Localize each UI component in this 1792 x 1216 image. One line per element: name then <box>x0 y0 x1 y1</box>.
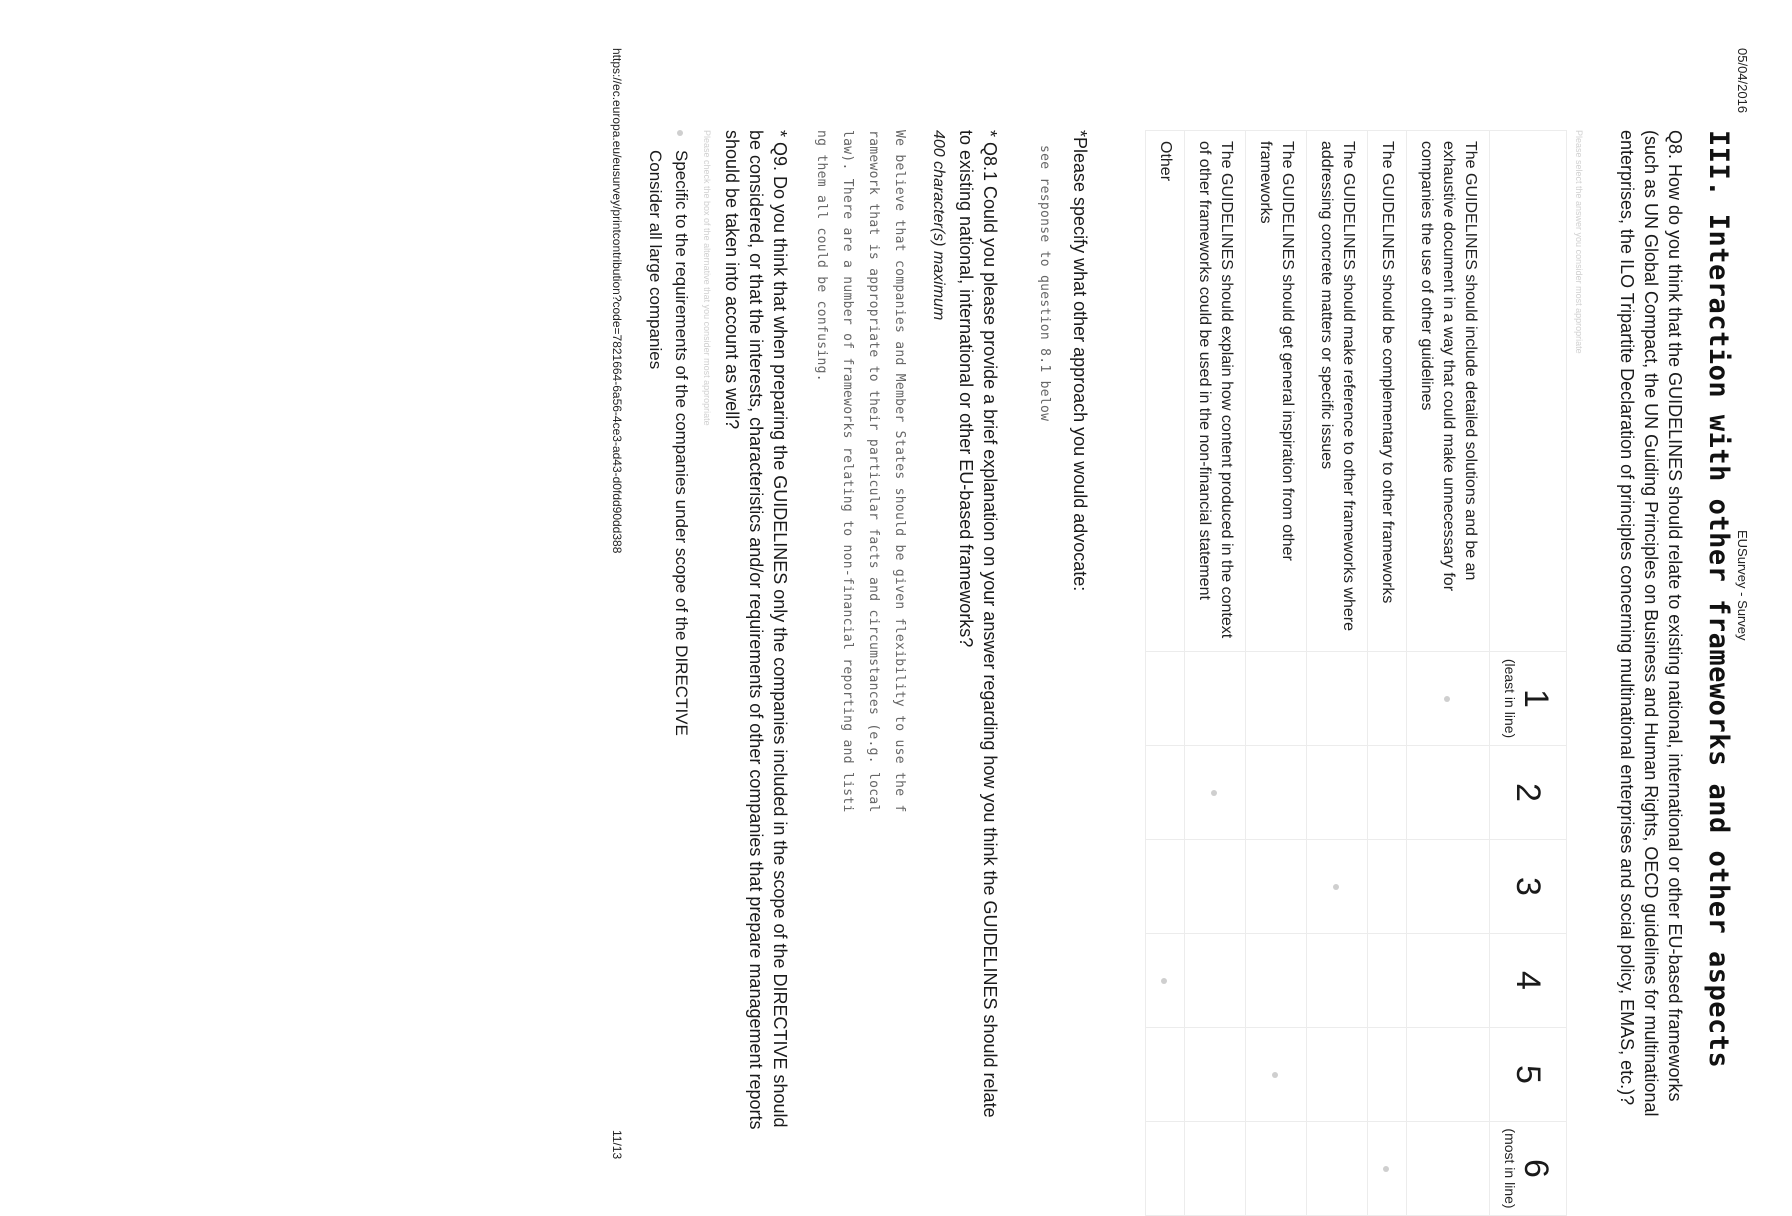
column-number: 3 <box>1509 877 1547 896</box>
rating-cell-2[interactable] <box>1246 746 1307 840</box>
matrix-row-label: The GUIDELINES should get general inspiration from other frameworks <box>1246 131 1307 652</box>
section-title: III. Interaction with other frameworks and other aspects <box>1703 130 1734 1069</box>
matrix-row-label: The GUIDELINES should be complementary to other frameworks <box>1368 131 1407 652</box>
matrix-row-label: The GUIDELINES should explain how content produced in the context of other frameworks could be used in the non-financial statement <box>1185 131 1246 652</box>
column-header-6 <box>1490 1122 1567 1216</box>
rating-cell-1[interactable] <box>1307 652 1368 746</box>
header-date: 05/04/2016 <box>1735 48 1750 114</box>
rating-cell-5[interactable] <box>1146 1028 1185 1122</box>
q9-question: * Q9. Do you think that when preparing the GUIDELINES only the companies included in the scope of the DIRECTIVE should be considered, or that the interests, characteristics and/or requirements of other companies that prepare management reports should be taken into account as well? <box>722 130 790 1130</box>
footer-page-number: 11/13 <box>610 1130 624 1160</box>
matrix-row <box>1185 131 1246 1216</box>
column-number: 5 <box>1509 1065 1547 1084</box>
radio-empty-icon[interactable] <box>651 130 657 136</box>
rating-cell-6[interactable] <box>1246 1122 1307 1216</box>
column-caption: (least in line) <box>1502 658 1518 739</box>
q8-question: Q8. How do you think that the GUIDELINES should relate to existing national, international or other EU-based frameworks (such as UN Global Compact, the UN Guiding Principles on Business and Human Rights, OECD guidelines for multinational enterprises, the ILO Tripartite Declaration of principles concerning multinational enterprises and social policy, EMAS, etc.)? <box>1617 130 1685 1117</box>
rating-cell-1[interactable] <box>1368 652 1407 746</box>
q9-hint: Please check the box of the alternative that you consider most appropriate <box>702 130 712 426</box>
rating-cell-1[interactable] <box>1246 652 1307 746</box>
column-header-5 <box>1490 1028 1567 1122</box>
answer-line: We believe that companies and Member States should be given flexibility to use the f <box>892 130 907 813</box>
selected-dot-icon <box>1383 1166 1389 1172</box>
selected-dot-icon <box>1161 978 1167 984</box>
q8-hint: Please select the answer you consider most appropriate <box>1574 130 1584 354</box>
q9-option-all-large-companies[interactable] <box>642 130 668 736</box>
rating-cell-4[interactable] <box>1368 934 1407 1028</box>
rating-cell-6[interactable] <box>1307 1122 1368 1216</box>
matrix-row-label: Other <box>1146 131 1185 652</box>
footer-url: https://ec.europa.eu/eusurvey/printcontribution?code=7821664-6a56-4ce3-ad43-d0fdd90dd388 <box>610 48 624 554</box>
q81-char-limit: 400 character(s) maximum <box>930 130 947 321</box>
matrix-corner <box>1490 131 1567 652</box>
option-label: Consider all large companies <box>646 150 665 370</box>
rating-cell-2[interactable] <box>1307 746 1368 840</box>
column-header-2 <box>1490 746 1567 840</box>
rating-cell-3[interactable] <box>1407 840 1490 934</box>
rating-cell-5[interactable] <box>1246 1028 1307 1122</box>
selected-dot-icon <box>1444 696 1450 702</box>
rating-cell-4[interactable] <box>1246 934 1307 1028</box>
answer-line: ramework that is appropriate to their particular facts and circumstances (e.g. local <box>866 130 881 813</box>
rating-cell-6[interactable] <box>1146 1122 1185 1216</box>
selected-dot-icon <box>1272 1072 1278 1078</box>
rating-cell-3[interactable] <box>1146 840 1185 934</box>
rating-cell-5[interactable] <box>1368 1028 1407 1122</box>
q9-option-directive-scope[interactable] <box>668 130 694 736</box>
selected-dot-icon <box>1333 884 1339 890</box>
column-header-4 <box>1490 934 1567 1028</box>
radio-selected-icon[interactable] <box>677 130 683 136</box>
q8-other-answer[interactable]: see response to question 8.1 below <box>1037 145 1052 422</box>
matrix-row <box>1407 131 1490 1216</box>
option-label: Specific to the requirements of the companies under scope of the DIRECTIVE <box>672 150 691 736</box>
matrix-row-label: The GUIDELINES should include detailed solutions and be an exhaustive document in a way that could make unnecessary for companies the use of other guidelines <box>1407 131 1490 652</box>
answer-line: ng them all could be confusing. <box>814 130 829 382</box>
rating-cell-2[interactable] <box>1185 746 1246 840</box>
rating-cell-3[interactable] <box>1368 840 1407 934</box>
column-caption: (most in line) <box>1502 1128 1518 1209</box>
column-number: 1 <box>1517 689 1555 708</box>
matrix-row-label: The GUIDELINES should make reference to other frameworks where addressing concrete matters or specific issues <box>1307 131 1368 652</box>
answer-line: law). There are a number of frameworks relating to non-financial reporting and listi <box>840 130 855 813</box>
rating-cell-6[interactable] <box>1368 1122 1407 1216</box>
matrix-row <box>1368 131 1407 1216</box>
rating-cell-3[interactable] <box>1185 840 1246 934</box>
matrix-row <box>1246 131 1307 1216</box>
q8-other-label: *Please specify what other approach you would advocate: <box>1070 130 1090 592</box>
rating-cell-6[interactable] <box>1407 1122 1490 1216</box>
rating-cell-4[interactable] <box>1146 934 1185 1028</box>
selected-dot-icon <box>1211 790 1217 796</box>
q8-rating-matrix <box>1145 130 1567 1216</box>
rating-cell-4[interactable] <box>1307 934 1368 1028</box>
rating-cell-1[interactable] <box>1185 652 1246 746</box>
matrix-body <box>1146 131 1490 1216</box>
rating-cell-2[interactable] <box>1146 746 1185 840</box>
column-number: 6 <box>1517 1159 1555 1178</box>
rating-cell-6[interactable] <box>1185 1122 1246 1216</box>
rating-cell-5[interactable] <box>1307 1028 1368 1122</box>
matrix-row <box>1146 131 1185 1216</box>
q9-options <box>642 130 694 736</box>
header-site-title: EUSurvey - Survey <box>1735 530 1750 641</box>
column-number: 2 <box>1509 783 1547 802</box>
column-header-1 <box>1490 652 1567 746</box>
matrix-row <box>1307 131 1368 1216</box>
rating-cell-4[interactable] <box>1407 934 1490 1028</box>
matrix-header-row <box>1490 131 1567 1216</box>
column-header-3 <box>1490 840 1567 934</box>
rating-cell-3[interactable] <box>1307 840 1368 934</box>
rating-cell-5[interactable] <box>1185 1028 1246 1122</box>
rating-cell-2[interactable] <box>1368 746 1407 840</box>
rating-cell-1[interactable] <box>1146 652 1185 746</box>
rating-cell-5[interactable] <box>1407 1028 1490 1122</box>
rating-cell-4[interactable] <box>1185 934 1246 1028</box>
rating-cell-2[interactable] <box>1407 746 1490 840</box>
rating-cell-1[interactable] <box>1407 652 1490 746</box>
column-number: 4 <box>1509 971 1547 990</box>
rating-cell-3[interactable] <box>1246 840 1307 934</box>
q81-question: * Q8.1 Could you please provide a brief explanation on your answer regarding how you think the GUIDELINES should relate to existing national, international or other EU-based frameworks? <box>956 130 1000 1118</box>
q81-answer-text[interactable] <box>808 130 912 1160</box>
